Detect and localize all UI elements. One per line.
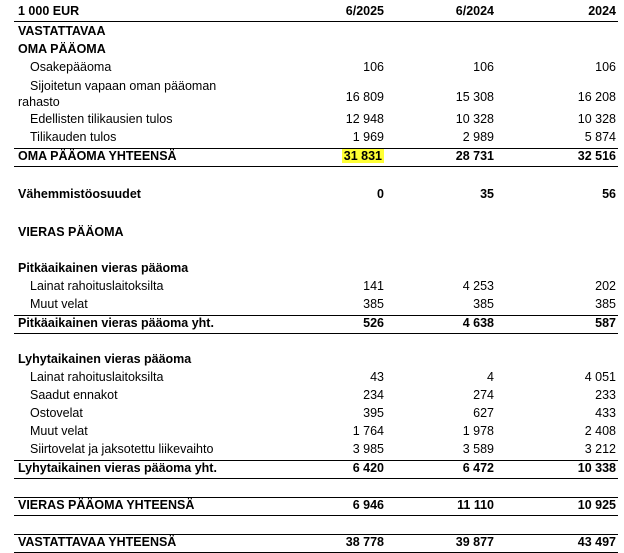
row-vahemmistoosuudet [14,187,618,205]
row-label: Pitkäaikainen vieras pääoma yht. [18,316,214,330]
table-row [14,442,618,460]
table-row [14,279,618,297]
cell-2024: 10 328 [577,112,616,126]
cell-6-2025: 395 [363,406,384,420]
table-row [14,60,618,78]
total-row-oma-paaoma [14,148,618,167]
cell-2024: 202 [595,279,616,293]
cell-2024: 16 208 [577,90,616,104]
cell-6-2025: 106 [363,60,384,74]
header-col-2024: 2024 [588,4,616,18]
cell-2024: 10 925 [577,498,616,512]
cell-2024: 233 [595,388,616,402]
table-row [14,130,618,148]
section-title: VASTATTAVAA [18,24,106,38]
section-title: OMA PÄÄOMA [18,42,106,56]
cell-6-2024: 385 [473,297,494,311]
row-label: Ostovelat [30,406,83,420]
cell-6-2025: 38 778 [345,535,384,549]
table-row [14,297,618,315]
total-row-pitkaaikainen [14,315,618,334]
cell-6-2024: 627 [473,406,494,420]
cell-6-2025: 6 946 [352,498,384,512]
row-label: VIERAS PÄÄOMA YHTEENSÄ [18,498,195,512]
section-vieras-paaoma [14,225,618,243]
row-label: Muut velat [30,424,88,438]
cell-6-2025: 6 420 [352,461,384,475]
cell-2024: 32 516 [577,149,616,163]
cell-6-2024: 15 308 [455,90,494,104]
balance-sheet-table [14,4,618,553]
cell-6-2025: 385 [363,297,384,311]
table-row [14,388,618,406]
cell-6-2024: 3 589 [462,442,494,456]
cell-6-2024: 1 978 [462,424,494,438]
row-label: Saadut ennakot [30,388,118,402]
table-row [14,78,618,112]
cell-6-2024: 39 877 [455,535,494,549]
table-row [14,370,618,388]
cell-6-2024: 4 638 [462,316,494,330]
cell-2024: 106 [595,60,616,74]
cell-6-2025: 1 969 [352,130,384,144]
cell-2024: 43 497 [577,535,616,549]
row-label: Sijoitetun vapaan oman pääoman rahasto [18,79,217,109]
header-row [14,4,618,22]
cell-2024: 5 874 [584,130,616,144]
table-row [14,424,618,442]
cell-2024: 433 [595,406,616,420]
cell-2024: 3 212 [584,442,616,456]
row-label: Osakepääoma [30,60,112,74]
cell-6-2024: 28 731 [455,149,494,163]
cell-2024: 4 051 [584,370,616,384]
row-label: Lyhytaikainen vieras pääoma yht. [18,461,217,475]
section-title: VIERAS PÄÄOMA [18,225,124,239]
header-col-6-2025: 6/2025 [345,4,384,18]
cell-6-2025: 16 809 [345,90,384,104]
row-label: Tilikauden tulos [30,130,117,144]
cell-6-2024: 35 [480,187,494,201]
section-oma-paaoma [14,42,618,60]
header-col-6-2024: 6/2024 [455,4,494,18]
cell-6-2024: 274 [473,388,494,402]
table-row [14,112,618,130]
section-title: Pitkäaikainen vieras pääoma [18,261,189,275]
row-label: Vähemmistöosuudet [18,187,141,201]
cell-2024: 2 408 [584,424,616,438]
section-vastattavaa [14,24,618,42]
section-lyhytaikainen [14,352,618,370]
cell-2024: 56 [602,187,616,201]
cell-6-2024: 4 [487,370,494,384]
cell-6-2025: 12 948 [345,112,384,126]
cell-6-2025: 0 [377,187,384,201]
cell-6-2025: 1 764 [352,424,384,438]
cell-6-2025 [284,149,384,163]
total-row-vastattavaa [14,534,618,553]
row-label: VASTATTAVAA YHTEENSÄ [18,535,177,549]
cell-2024: 10 338 [577,461,616,475]
cell-6-2024: 6 472 [462,461,494,475]
cell-6-2024: 2 989 [462,130,494,144]
table-row [14,406,618,424]
section-pitkaaikainen [14,261,618,279]
row-label: Edellisten tilikausien tulos [30,112,173,126]
header-unit-label: 1 000 EUR [18,4,80,18]
cell-6-2024: 106 [473,60,494,74]
total-row-lyhytaikainen [14,460,618,479]
cell-6-2024: 11 110 [457,498,494,512]
row-label: Lainat rahoituslaitoksilta [30,370,164,384]
cell-6-2025: 43 [370,370,384,384]
cell-2024: 587 [595,316,616,330]
cell-6-2024: 10 328 [455,112,494,126]
row-label: Muut velat [30,297,88,311]
total-row-vieras-paaoma [14,497,618,516]
cell-6-2025: 526 [363,316,384,330]
row-label: OMA PÄÄOMA YHTEENSÄ [18,149,177,163]
cell-6-2025: 3 985 [352,442,384,456]
row-label: Lainat rahoituslaitoksilta [30,279,164,293]
cell-6-2025: 141 [363,279,384,293]
cell-2024: 385 [595,297,616,311]
cell-6-2024: 4 253 [462,279,494,293]
section-title: Lyhytaikainen vieras pääoma [18,352,192,366]
highlight-mark: 31 831 [343,149,382,163]
cell-6-2025: 234 [363,388,384,402]
row-label: Siirtovelat ja jaksotettu liikevaihto [30,442,214,456]
